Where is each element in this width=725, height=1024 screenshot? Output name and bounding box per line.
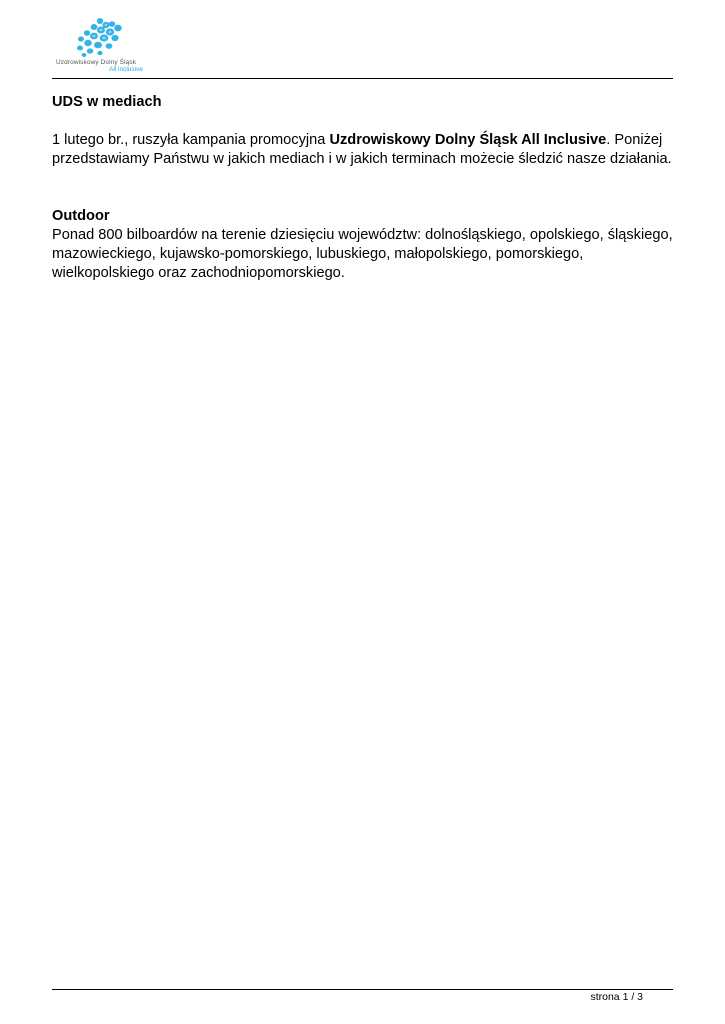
document-body: [52, 93, 673, 283]
section-heading-outdoor: Outdoor: [52, 208, 110, 224]
footer-divider: [52, 989, 673, 990]
header-divider: [52, 78, 673, 79]
logo-text-line1: Uzdrowiskowy Dolny Śląsk: [56, 59, 137, 66]
intro-paragraph: [52, 131, 673, 169]
campaign-name: Uzdrowiskowy Dolny Śląsk All Inclusive: [329, 132, 607, 148]
logo-graphic: [54, 16, 154, 60]
page-number: strona 1 / 3: [590, 991, 643, 1003]
logo-text-line2: All inclusive: [109, 66, 143, 73]
intro-text-suffix: . Poniżej przedstawiamy Państwu w jakich mediach i w jakich terminach możecie śledzić nasze działania.: [52, 132, 672, 167]
intro-text-prefix: 1 lutego br., ruszyła kampania promocyjna: [52, 132, 330, 148]
document-title: UDS w mediach: [52, 94, 162, 110]
logo: [54, 16, 154, 74]
section-body-outdoor: Ponad 800 bilboardów na terenie dziesięciu województw: dolnośląskiego, opolskiego, śląskiego, mazowieckiego, kujawsko-pomorskiego, lubuskiego, małopolskiego, pomorskiego, wielkopolskiego oraz zachodniopomorskiego.: [52, 227, 673, 281]
